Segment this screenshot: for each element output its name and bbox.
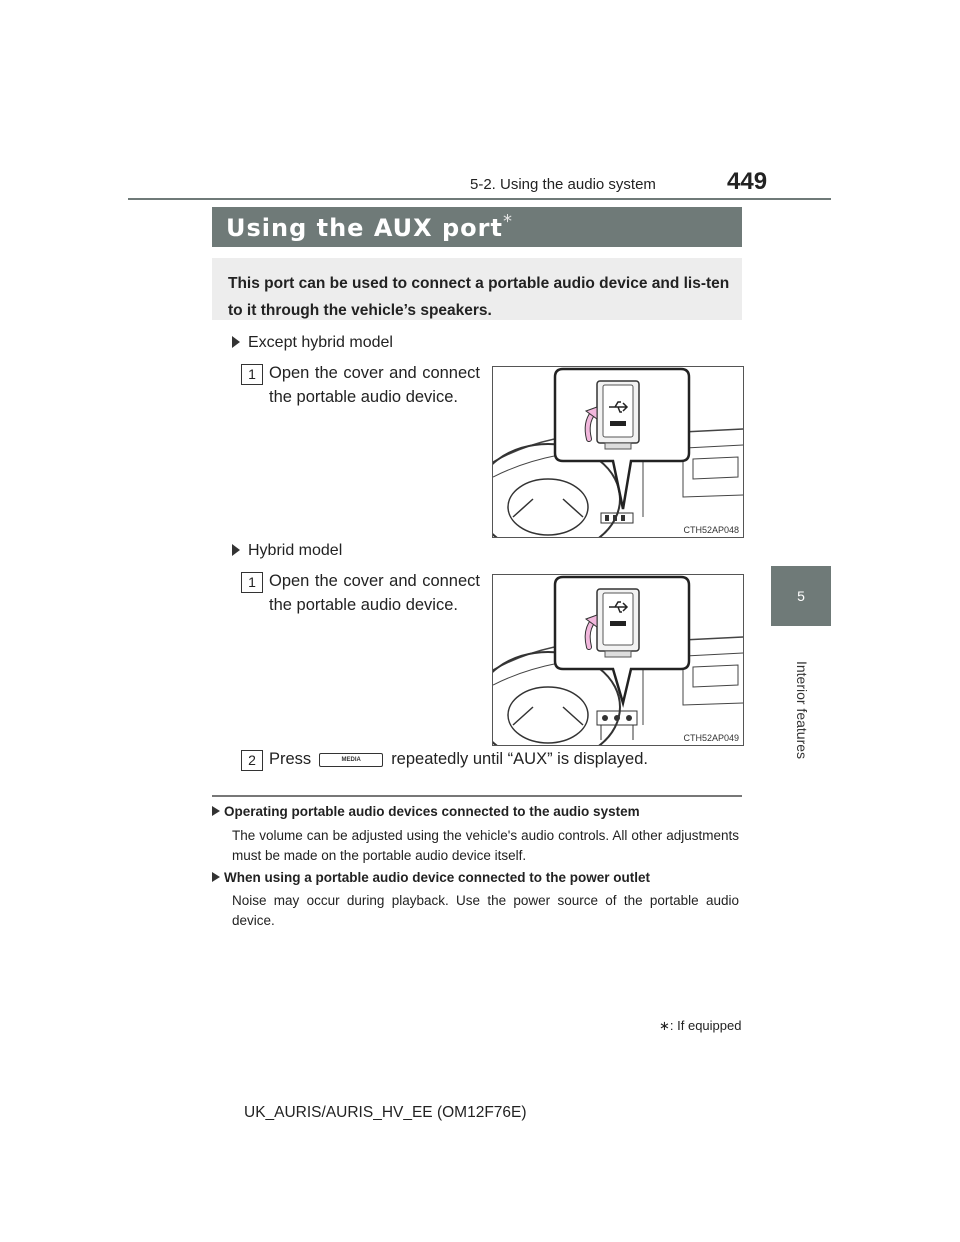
section-title: 5-2. Using the audio system xyxy=(470,176,656,193)
aux-plug-icon xyxy=(610,621,626,626)
step-number: 1 xyxy=(241,364,263,385)
note-heading-text: When using a portable audio device connected to the power outlet xyxy=(224,870,651,885)
page-title-text: Using the AUX port xyxy=(226,214,503,242)
note-heading xyxy=(212,804,742,819)
section-heading-hybrid xyxy=(232,542,342,560)
media-button-label: MEDIA xyxy=(341,756,361,763)
step2-text xyxy=(269,747,739,771)
note-body: The volume can be adjusted using the vehicle's audio controls. All other adjustments must be made on the portable audio device itself. xyxy=(232,828,739,863)
intro-text: This port can be used to connect a portable audio device and lis-ten to it through the vehicle’s speakers. xyxy=(228,275,730,319)
notes-divider xyxy=(212,795,742,797)
step2-before: Press xyxy=(269,750,312,768)
triangle-bullet-icon xyxy=(232,544,240,556)
chapter-tab xyxy=(771,566,831,626)
step2-after: repeatedly until “AUX” is displayed. xyxy=(391,750,648,768)
dashboard-illustration xyxy=(493,367,743,537)
section-heading-text: Hybrid model xyxy=(248,542,343,559)
step-text: Open the cover and connect the portable audio device. xyxy=(269,364,480,406)
dashboard-illustration xyxy=(493,575,743,745)
note-heading-text: Operating portable audio devices connected to the audio system xyxy=(224,804,640,819)
title-asterisk: * xyxy=(502,211,513,232)
figure-except-hybrid xyxy=(492,366,744,538)
step-number: 2 xyxy=(241,750,263,771)
chapter-number: 5 xyxy=(797,588,805,604)
figure-hybrid xyxy=(492,574,744,746)
header-rule xyxy=(128,198,831,200)
note-bullet-icon xyxy=(212,806,220,816)
section-heading-text: Except hybrid model xyxy=(248,334,393,351)
media-button-icon xyxy=(319,753,383,767)
section-heading-except-hybrid xyxy=(232,334,393,352)
figure-code: CTH52AP048 xyxy=(683,525,739,535)
footnote-text: : If equipped xyxy=(669,1018,742,1033)
aux-plug-icon xyxy=(610,421,626,426)
footnote xyxy=(659,1018,741,1034)
footnote-symbol: ∗ xyxy=(659,1018,670,1033)
chapter-label: Interior features xyxy=(794,660,810,760)
note-heading xyxy=(212,870,742,885)
step-text: Open the cover and connect the portable audio device. xyxy=(269,572,480,614)
figure-code: CTH52AP049 xyxy=(683,733,739,743)
note-bullet-icon xyxy=(212,872,220,882)
step-number: 1 xyxy=(241,572,263,593)
triangle-bullet-icon xyxy=(232,336,240,348)
footer-model-code: UK_AURIS/AURIS_HV_EE (OM12F76E) xyxy=(244,1104,527,1121)
page-title xyxy=(226,211,513,242)
page-number: 449 xyxy=(727,168,768,195)
note-body: Noise may occur during playback. Use the power source of the portable audio device. xyxy=(232,893,739,928)
